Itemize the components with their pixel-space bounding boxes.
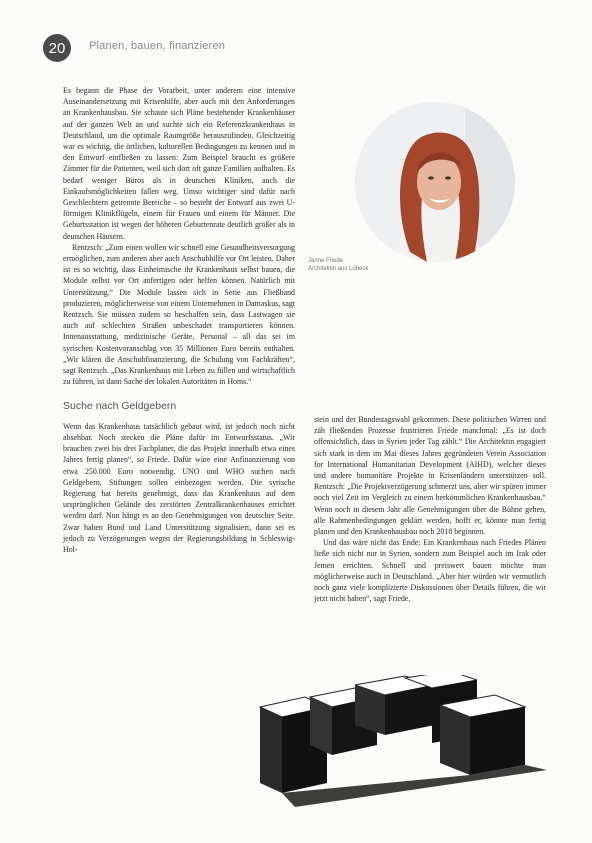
left-column [63,85,295,555]
right-column [314,414,546,604]
caption-name: Janne Friede [308,258,344,264]
page-number-badge: 20 [43,34,71,62]
running-header: Planen, bauen, finanzieren [89,40,226,52]
photo-caption [308,257,368,273]
caption-role: Architektin aus Lübeck [308,266,369,272]
portrait-illustration [355,102,515,262]
paragraph: Rentzsch: „Zum einen wollen wir schnell eine Gesundheitsversorgung ermöglichen, zum anderen aber auch Anschubhilfe vor Ort leisten. Daher ist es so wichtig, dass Einheimische ihr Krankenhaus selbst bauen, die Module selbst vor Ort anfertigen oder helfen können. Natürlich mit Unterstützung.“ Die Module lassen sich in Serie aus Fließband produzieren, möglicherweise von einem Unternehmen in Damaskus, sagt Rentzsch. Sie müssen zudem so beschaffen sein, dass Lastwagen sie auch auf schlechten Straßen unbeschadet transportieren können. Innenausstattung, medizinische Geräte, Personal – all das sei im syrischen Kostenvoranschlag von 35 Millionen Euro bereits enthalten. „Wir klären die Anschubfinanzierung, die Schulung von Fachkräften“, sagt Rentzsch. „Das Krankenhaus mit Leben zu füllen und wirtschaftlich zu führen, ist dann Sache der lokalen Autoritäten in Homs.“ [63,242,295,387]
paragraph: Es begann die Phase der Vorarbeit, unter anderem eine intensive Auseinandersetzung mit Krisenhilfe, aber auch mit den Anforderungen an Krankenhausbau. Sie schaute sich Pläne bestehender Krankenhäuser auf der ganzen Welt an und suchte sich ein Referenzkrankenhaus in Deutschland, um die optimale Raumgröße herauszufinden. Gleichzeitig war es wichtig, die örtlichen, kulturellen Bedingungen zu kennen und in den Entwurf einfließen zu lassen: Zum Beispiel braucht es größere Zimmer für die Patienten, weil sich dort oft ganze Familien aufhalten. Es bedarf weniger Büros als in deutschen Kliniken, auch die Einkaufsmöglichkeiten fallen weg. Umso wichtiger sind dafür nach Geschlechtern getrennte Bereiche – so besteht der Entwurf aus zwei U-förmigen Klinikflügeln, einem für Frauen und einem für Männer. Die Geburtsstation ist wegen der höheren Geburtenrate deutlich größer als in deutschen Häusern. [63,86,295,241]
section-heading: Suche nach Geldgebern [63,400,177,413]
paragraph: stein und der Bundestagswahl gekommen. Diese politischen Wirren und zäh fließenden Prozesse frustrieren Friede manchmal: „Es ist doch offensichtlich, dass in Syrien jeder Tag zählt.“ Die Architektin engagiert sich stark in dem im Mai dieses Jahres gegründeten Verein Association for International Humanitarian Development (AIHD), welcher dieses und andere humanitäre Projekte in Krisenländern unterstützen soll. Rentzsch: „Die Projektverzögerung schmerzt uns, aber wir spüren immer noch viel Zeit im Vergleich zu einem herkömmlichen Krankenhausbau.“ Wenn noch in diesem Jahr alle Genehmigungen über die Bühne gehen, alle Rahmenbedingungen geklärt werden, hofft er, könnte man fertig planen und den Krankenhausbau noch 2018 beginnen. [314,415,546,537]
portrait-photo [355,102,515,262]
modules-illustration [255,675,555,820]
paragraph: Wenn das Krankenhaus tatsächlich gebaut wird, ist jedoch noch nicht absehbar. Noch stecken die Pläne dafür im Entwurfsstatus. „Wir brauchen zwei bis drei Fachplaner, die das Projekt innerhalb etwa eines Jahres fertig planen“, so Friede. Dafür wäre eine Anfinanzierung von etwa 250.000 Euro notwendig. UNO und WHO suchen nach Geldgebern, Stiftungen sollen einbezogen werden. Die syrische Regierung hat bereits genehmigt, dass das Krankenhaus auf dem ursprünglichen Gelände des zerstörten Zentralkrankenhauses errichtet werden darf. Nun hängt es an den Genehmigungen von deutscher Seite. Zwar haben Bund und Land Unterstützung signalisiert, dann sei es jedoch zu Verzögerungen wegen der Regierungsbildung in Schleswig-Hol- [63,421,295,554]
paragraph: Und das wäre nicht das Ende: Ein Krankenhaus nach Friedes Plänen ließe sich nicht nur in Syrien, sondern zum Beispiel auch im Irak oder Jemen errichten. Schnell und preiswert bauen möchte man möglicherweise auch in Deutschland. „Aber hier würden wir vermutlich noch ganz viele komplizierte Diskussionen über Details führen, die wir jetzt nicht haben“, sagt Friede. [314,538,546,604]
